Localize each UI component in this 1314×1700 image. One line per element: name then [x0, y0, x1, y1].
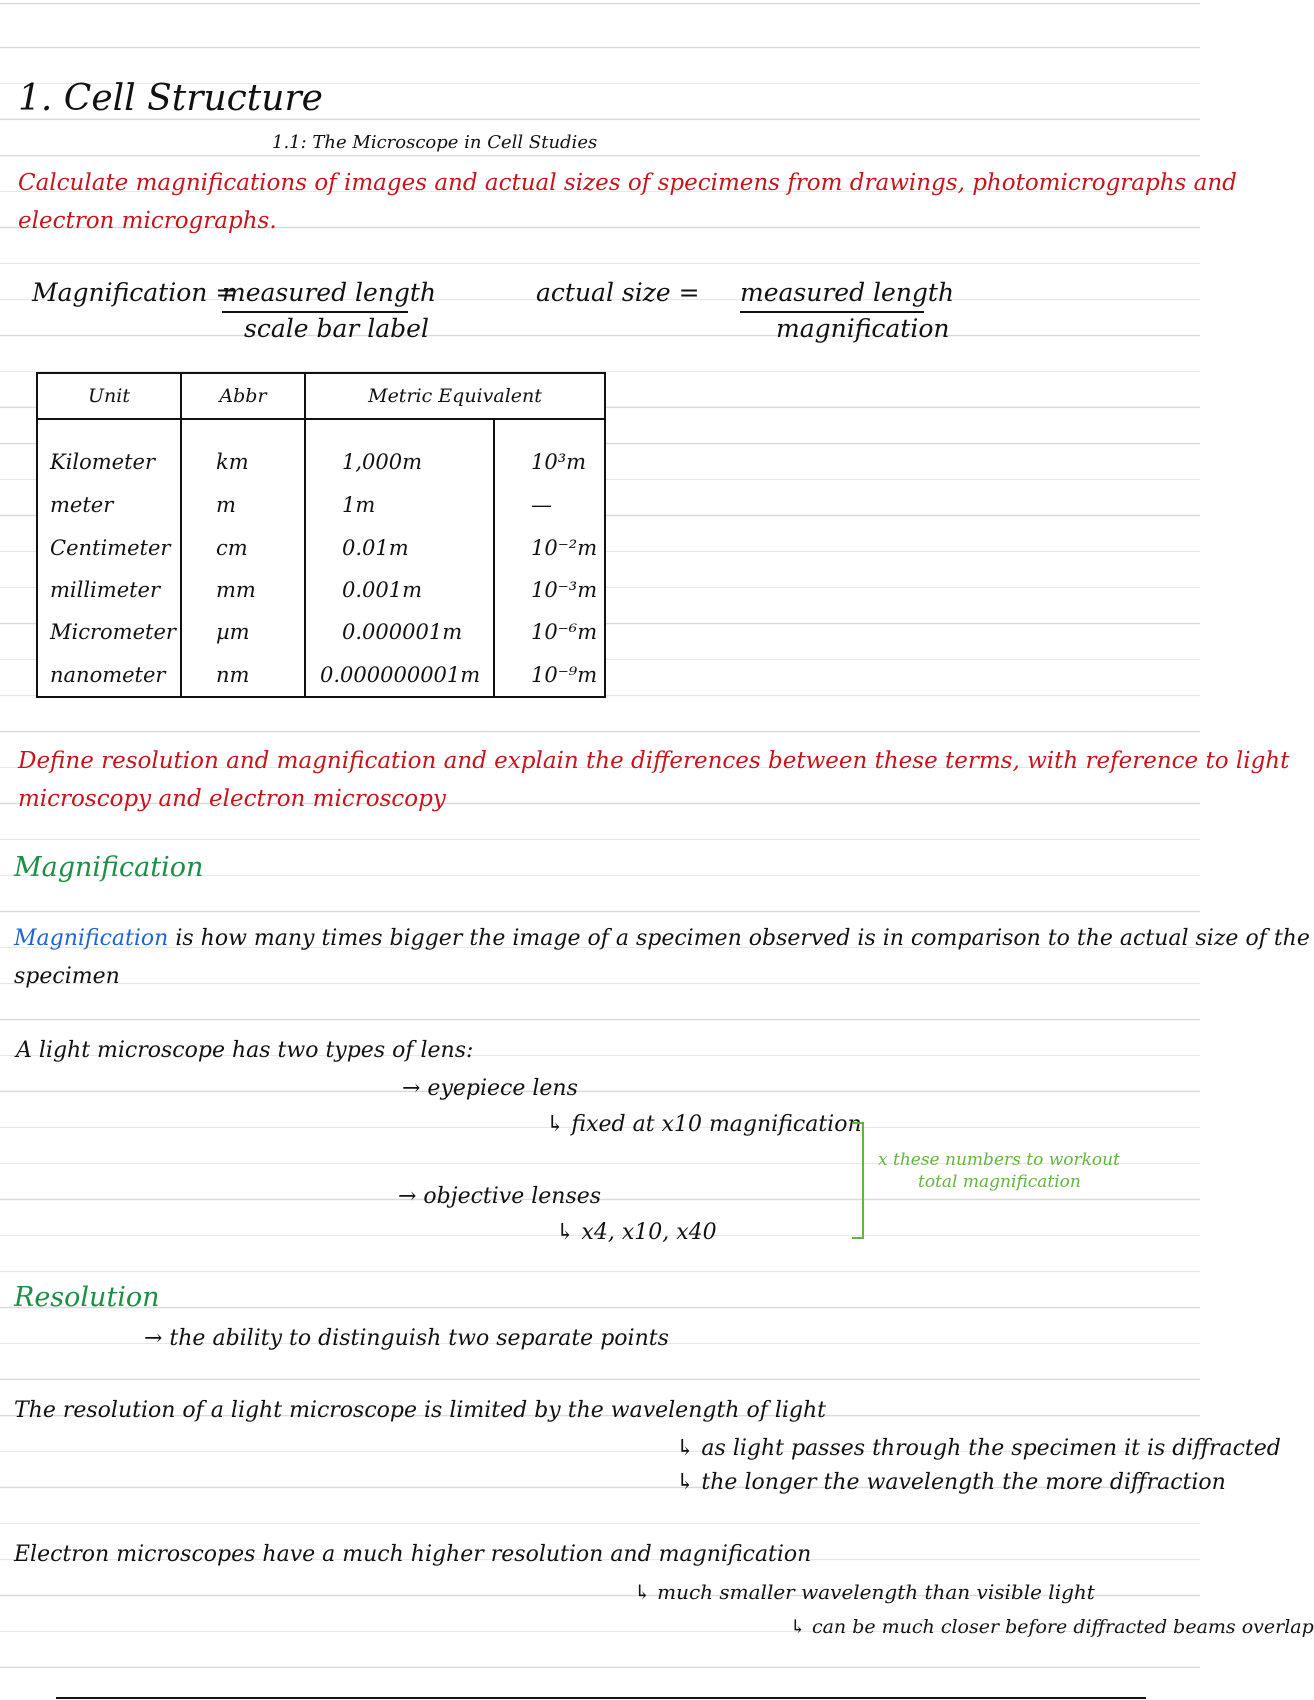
- limit-note-1: ↳ as light passes through the specimen it is diffracted: [676, 1436, 1281, 1461]
- table-row: [37, 484, 605, 526]
- actual-size-fraction-bar: [740, 311, 924, 313]
- magnification-definition: [14, 926, 1310, 951]
- resolution-definition: → the ability to distinguish two separate points: [144, 1326, 669, 1351]
- magnification-formula-numerator: measured length: [222, 278, 437, 307]
- table-row: [37, 527, 605, 569]
- actual-size-formula-denominator: magnification: [776, 314, 950, 343]
- electron-note-1: ↳ much smaller wavelength than visible light: [634, 1580, 1095, 1604]
- metric-cell: 0.01m: [305, 527, 494, 569]
- table-row: [37, 611, 605, 653]
- magnification-term: Magnification: [14, 926, 169, 951]
- power-cell: 10⁻²m: [494, 527, 605, 569]
- objective-1-line1: Calculate magnifications of images and actual sizes of specimens from drawings, photomicrographs and: [18, 170, 1237, 196]
- unit-cell: Kilometer: [50, 449, 156, 474]
- objective-2-line1: Define resolution and magnification and explain the differences between these terms, with reference to light: [18, 748, 1290, 774]
- page-title: 1. Cell Structure: [18, 78, 323, 119]
- objective-lenses: → objective lenses: [398, 1184, 602, 1209]
- magnification-definition-text: is how many times bigger the image of a specimen observed is in comparison to the actual size of the: [175, 926, 1310, 951]
- objective-detail: ↳ x4, x10, x40: [556, 1220, 717, 1245]
- metric-cell: 1m: [305, 484, 494, 526]
- magnification-heading: Magnification: [14, 852, 204, 883]
- note-line1: x these numbers to workout: [878, 1150, 1120, 1170]
- limit-note-2: ↳ the longer the wavelength the more diffraction: [676, 1470, 1226, 1495]
- eyepiece-detail: ↳ fixed at x10 magnification: [546, 1112, 862, 1137]
- table-row: [37, 569, 605, 611]
- power-cell: 10⁻³m: [494, 569, 605, 611]
- actual-size-formula-label: actual size =: [536, 278, 700, 307]
- unit-cell: meter: [50, 493, 114, 518]
- objective-2-line2: microscopy and electron microscopy: [18, 786, 446, 812]
- abbr-cell: cm: [181, 527, 305, 569]
- abbr-cell: µm: [181, 611, 305, 653]
- lens-intro: A light microscope has two types of lens:: [16, 1038, 474, 1063]
- power-cell: —: [494, 484, 605, 526]
- power-cell: 10³m: [494, 419, 605, 484]
- units-table: [36, 372, 606, 698]
- header-abbr: Abbr: [181, 373, 305, 419]
- abbr-cell: mm: [181, 569, 305, 611]
- resolution-heading: Resolution: [14, 1282, 160, 1313]
- unit-cell: Centimeter: [50, 535, 171, 560]
- table-row: [37, 654, 605, 697]
- magnification-definition-line2: specimen: [14, 964, 120, 989]
- bracket: [852, 1122, 864, 1239]
- metric-cell: 0.001m: [305, 569, 494, 611]
- abbr-cell: km: [181, 419, 305, 484]
- note-line2: total magnification: [918, 1172, 1081, 1192]
- resolution-limit: The resolution of a light microscope is limited by the wavelength of light: [14, 1398, 827, 1423]
- unit-cell: millimeter: [50, 578, 161, 603]
- table-row: [37, 419, 605, 484]
- abbr-cell: m: [181, 484, 305, 526]
- actual-size-formula-numerator: measured length: [740, 278, 955, 307]
- magnification-formula-label: Magnification =: [32, 278, 237, 307]
- power-cell: 10⁻⁶m: [494, 611, 605, 653]
- metric-cell: 0.000001m: [305, 611, 494, 653]
- header-metric-equivalent: Metric Equivalent: [305, 373, 605, 419]
- table-header-row: [37, 373, 605, 419]
- electron-note-2: ↳ can be much closer before diffracted beams overlap: [790, 1616, 1314, 1638]
- magnification-formula-denominator: scale bar label: [244, 314, 429, 343]
- abbr-cell: nm: [181, 654, 305, 697]
- metric-cell: 1,000m: [305, 419, 494, 484]
- unit-cell: nanometer: [50, 662, 166, 687]
- power-cell: 10⁻⁹m: [494, 654, 605, 697]
- header-unit: Unit: [37, 373, 181, 419]
- objective-1-line2: electron micrographs.: [18, 208, 277, 234]
- section-subtitle: 1.1: The Microscope in Cell Studies: [272, 132, 598, 153]
- unit-cell: Micrometer: [50, 620, 176, 645]
- metric-cell: 0.000000001m: [305, 654, 494, 697]
- eyepiece-lens: → eyepiece lens: [402, 1076, 578, 1101]
- electron-statement: Electron microscopes have a much higher resolution and magnification: [14, 1542, 812, 1567]
- bottom-rule: [56, 1697, 1146, 1699]
- magnification-fraction-bar: [222, 311, 408, 313]
